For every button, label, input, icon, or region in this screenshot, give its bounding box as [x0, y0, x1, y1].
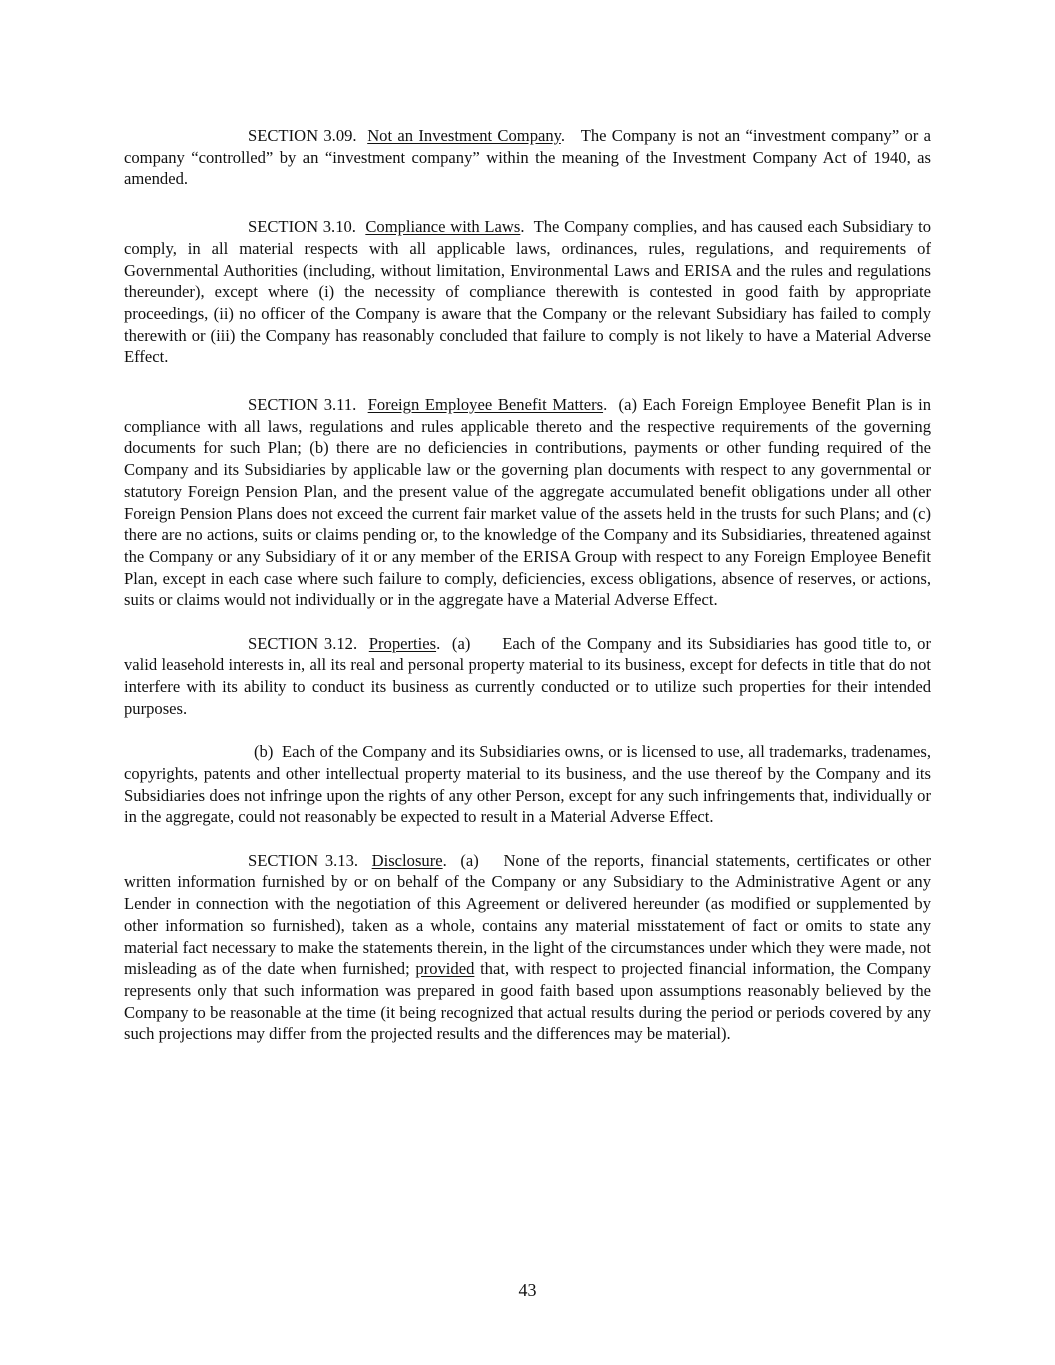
clause-marker: (b) [254, 742, 274, 762]
clause-marker: (a) [460, 850, 479, 870]
clause-body-continued: that, with respect to projected financial information, the Company represents only that such information was prepared in good faith based upon assumptions reasonably believed by the Company to be reasonable at the time (it being recognized that actual results during the period or periods covered by any such projections may differ from the projected results and the differences may be material). [124, 959, 931, 1044]
section-3-11: SECTION 3.11. Foreign Employee Benefit Matters. (a) Each Foreign Employee Benefit Plan is in compliance with all laws, regulations and rules applicable thereto and the respective requirements of the governing documents for such Plan; (b) there are no deficiencies in contributions, payments or other funding required of the Company and its Subsidiaries by applicable law or the governing plan documents with respect to any governmental or statutory Foreign Pension Plan, and the present value of the aggregate accumulated benefit obligations under all other Foreign Pension Plans does not exceed the current fair market value of the assets held in the trusts for such Plans; and (c) there are no actions, suits or claims pending or, to the knowledge of the Company and its Subsidiaries, threatened against the Company or any Subsidiary of it or any member of the ERISA Group with respect to any Foreign Employee Benefit Plan, except in each case where such failure to comply, deficiencies, excess obligations, absence of reserves, or actions, suits or claims would not individually or in the aggregate have a Material Adverse Effect. [124, 395, 931, 610]
section-3-09: SECTION 3.09. Not an Investment Company. The Company is not an “investment company” or a company “controlled” by an “investment company” within the meaning of the Investment Company Act of 1940, as amended. [124, 126, 932, 189]
section-body: The Company is not an “investment company” or a company “controlled” by an “investment company” within the meaning of the Investment Company Act of 1940, as amended. [124, 126, 932, 189]
section-3-12-a: SECTION 3.12. Properties. (a) Each of the Company and its Subsidiaries has good title to, or valid leasehold interests in, all its real and personal property material to its business, except for defects in title that do not interfere with its ability to conduct its business as currently conducted or to utilize such properties for their intended purposes. [124, 633, 931, 718]
section-title: Disclosure [371, 850, 443, 870]
section-body: (a) Each Foreign Employee Benefit Plan is in compliance with all laws, regulations and rules applicable thereto and the respective requirements of the governing documents for such Plan; (b) there are no deficiencies in contributions, payments or other funding required of the Company and its Subsidiaries by applicable law or the governing plan documents with respect to any governmental or statutory Foreign Pension Plan, and the present value of the aggregate accumulated benefit obligations under all other Foreign Pension Plans does not exceed the current fair market value of the assets held in the trusts for such Plans; and (c) there are no actions, suits or claims pending or, to the knowledge of the Company and its Subsidiaries, threatened against the Company or any Subsidiary of it or any member of the ERISA Group with respect to any Foreign Employee Benefit Plan, except in each case where such failure to comply, deficiencies, excess obligations, absence of reserves, or actions, suits or claims would not individually or in the aggregate have a Material Adverse Effect. [124, 395, 931, 610]
section-3-10: SECTION 3.10. Compliance with Laws. The Company complies, and has caused each Subsidiary to comply, in all material respects with all applicable laws, ordinances, rules, regulations, and requirements of Governmental Authorities (including, without limitation, Environmental Laws and ERISA and the rules and regulations thereunder), except where (i) the necessity of compliance therewith is contested in good faith by appropriate proceedings, (ii) no officer of the Company is aware that the Company or the relevant Subsidiary has failed to comply therewith or (iii) the Company has reasonably concluded that failure to comply is not likely to have a Material Adverse Effect. [124, 217, 932, 367]
page-number: 43 [518, 1280, 537, 1300]
clause-body: None of the reports, financial statements, certificates or other written information furnished by or on behalf of the Company or any Subsidiary to the Administrative Agent or any Lender in connection with the negotiation of this Agreement or delivered hereunder (as modified or supplemented by other information so furnished), taken as a whole, contains any material misstatement of fact or omits to state any material fact necessary to make the statements therein, in the light of the circumstances under which they were made, not misleading as of the date when furnished; [124, 850, 932, 979]
section-3-12-b [124, 741, 931, 828]
section-title: Not an Investment Company [367, 126, 561, 145]
section-number: SECTION 3.12. [248, 633, 358, 653]
section-number: SECTION 3.09. [248, 126, 357, 145]
section-number: SECTION 3.13. [248, 850, 359, 870]
clause-marker: (a) [451, 633, 471, 653]
section-body: The Company complies, and has caused each Subsidiary to comply, in all material respects with all applicable laws, ordinances, rules, regulations, and requirements of Governmental Authorities (including, without limitation, Environmental Laws and ERISA and the rules and regulations thereunder), except where (i) the necessity of compliance therewith is contested in good faith by appropriate proceedings, (ii) no officer of the Company is aware that the Company or the relevant Subsidiary has failed to comply therewith or (iii) the Company has reasonably concluded that failure to comply is not likely to have a Material Adverse Effect. [124, 217, 932, 367]
clause-body: Each of the Company and its Subsidiaries has good title to, or valid leasehold interests in, all its real and personal property material to its business, except for defects in title that do not interfere with its ability to conduct its business as currently conducted or to utilize such properties for their intended purposes. [124, 633, 931, 718]
clause-body: Each of the Company and its Subsidiaries owns, or is licensed to use, all trademarks, tradenames, copyrights, patents and other intellectual property material to its business, and the use thereof by the Company and its Subsidiaries does not infringe upon the rights of any other Person, except for any such infringements that, individually or in the aggregate, could not reasonably be expected to result in a Material Adverse Effect. [124, 742, 932, 827]
document-page [124, 125, 931, 1045]
section-title: Properties [368, 633, 437, 653]
section-number: SECTION 3.10. [248, 217, 356, 237]
provided-term: provided [415, 959, 475, 979]
section-number: SECTION 3.11. [248, 395, 357, 415]
section-title: Foreign Employee Benefit Matters [367, 395, 604, 415]
section-title: Compliance with Laws [365, 217, 521, 237]
section-3-13: SECTION 3.13. Disclosure. (a) None of the reports, financial statements, certificates or other written information furnished by or on behalf of the Company or any Subsidiary to the Administrative Agent or any Lender in connection with the negotiation of this Agreement or delivered hereunder (as modified or supplemented by other information so furnished), taken as a whole, contains any material misstatement of fact or omits to state any material fact necessary to make the statements therein, in the light of the circumstances under which they were made, not misleading as of the date when furnished; provided that, with respect to projected financial information, the Company represents only that such information was prepared in good faith based upon assumptions reasonably believed by the Company to be reasonable at the time (it being recognized that actual results during the period or periods covered by any such projections may differ from the projected results and the differences may be material). [124, 850, 932, 1044]
